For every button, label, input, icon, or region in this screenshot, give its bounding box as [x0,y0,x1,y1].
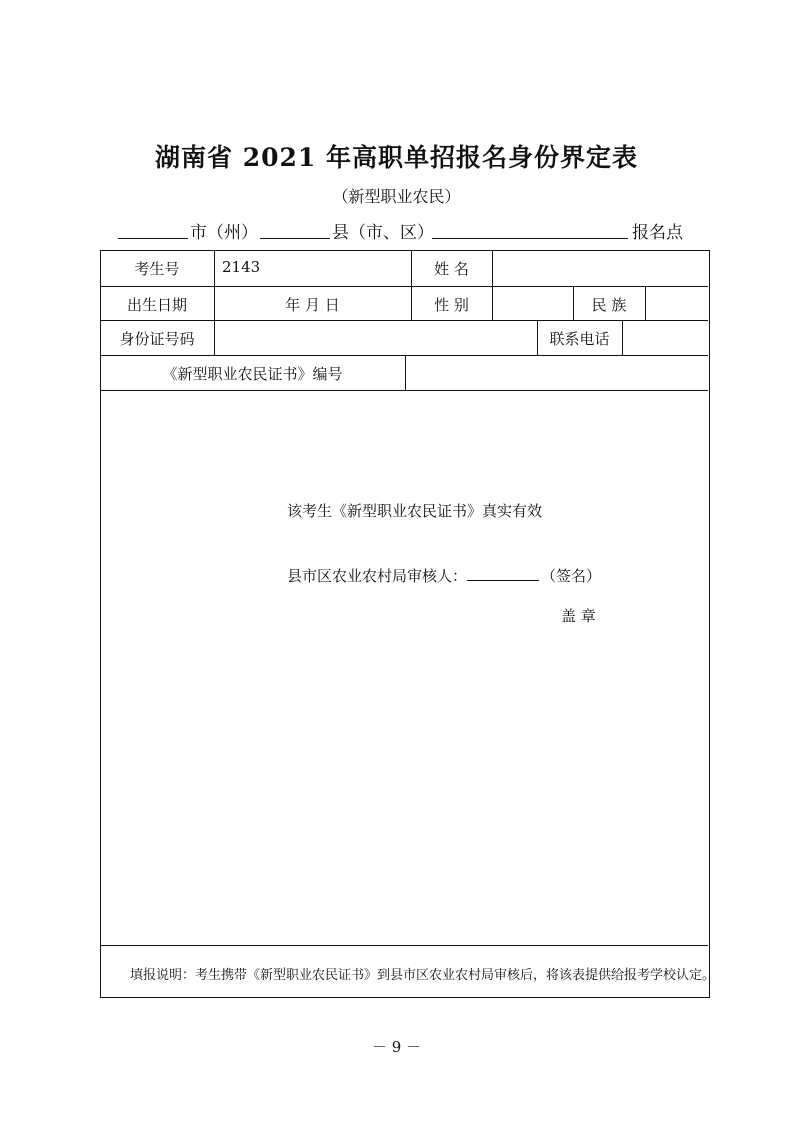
id-number-label: 身份证号码 [119,330,195,348]
row-divider [100,320,708,321]
certificate-number-label: 《新型职业农民证书》编号 [162,365,343,383]
name-label: 姓 名 [434,260,469,278]
signature-note: （签名） [541,567,602,585]
col-divider [214,250,215,286]
ethnicity-label: 民 族 [591,296,627,314]
col-divider [214,320,215,355]
county-label: 县（市、区） [332,223,434,243]
birth-date-label: 出生日期 [126,296,187,314]
seal-label: 盖 章 [561,607,596,625]
location-line [118,218,688,242]
exam-no-field[interactable]: 2143 [222,258,261,276]
form-subtitle: （新型职业农民） [332,187,461,206]
fill-instructions: 填报说明：考生携带《新型职业农民证书》到县市区农业农村局审核后，将该表提供给报考学校认定。 [130,968,716,983]
site-label: 报名点 [632,223,683,243]
verification-statement: 该考生《新型职业农民证书》真实有效 [287,502,543,520]
row-divider [100,390,708,391]
page-number: － 9 － [371,1038,422,1056]
col-divider [492,250,493,286]
site-blank[interactable] [432,218,628,239]
row-divider [100,286,708,287]
col-divider [645,286,646,320]
county-blank[interactable] [260,218,330,239]
col-divider [492,286,493,320]
city-label: 市（州） [190,223,258,243]
col-divider [405,355,406,390]
reviewer-label: 县市区农业农村局审核人： [287,567,468,585]
birth-date-field[interactable]: 年 月 日 [285,296,340,314]
city-blank[interactable] [118,218,188,239]
row-divider [100,355,708,356]
row-divider [100,945,708,946]
reviewer-signature-blank[interactable] [467,564,539,581]
phone-label: 联系电话 [549,330,610,348]
gender-label: 性 别 [434,296,469,314]
col-divider [622,320,623,355]
exam-no-label: 考生号 [134,260,180,278]
form-title: 湖南省 2021 年高职单招报名身份界定表 [155,143,638,172]
